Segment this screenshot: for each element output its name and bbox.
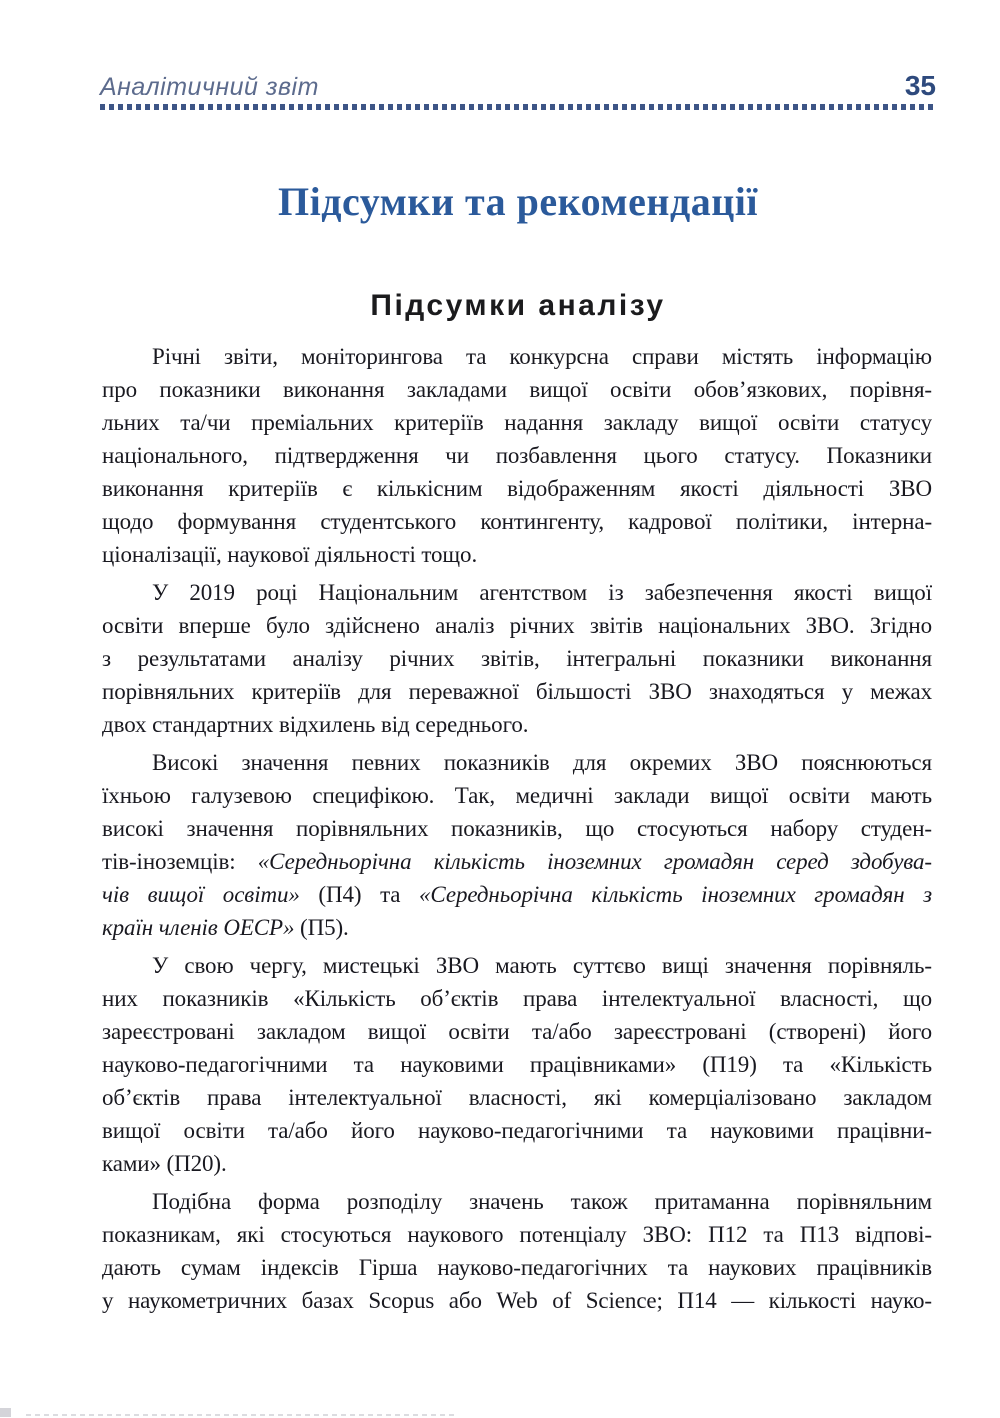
text-segment: показникам, які стосуються наукового потенціалу ЗВО: П12 та П13 відпові- [102,1222,932,1247]
text-segment: (П4) та [299,882,420,907]
text-line [102,1147,932,1180]
text-segment: У свою чергу, мистецькі ЗВО мають суттєво вищі значення порівняль- [152,953,932,978]
text-line [102,439,932,472]
text-line [102,779,932,812]
italic-text-segment: країн членів ОЕСР» [102,915,295,940]
text-segment: тів-іноземців: [102,849,258,874]
text-line [102,609,932,642]
text-line [102,982,932,1015]
body-text [102,340,932,1322]
text-segment: них показників «Кількість об’єктів права інтелектуальної власності, що [102,986,932,1011]
text-segment: національного, підтвердження чи позбавлення цього статусу. Показники [102,443,932,468]
text-segment: високі значення порівняльних показників, що стосуються набору студен- [102,816,932,841]
text-line [102,1048,932,1081]
text-line [102,911,932,944]
text-segment: Подібна форма розподілу значень також притаманна порівняльним [152,1189,932,1214]
italic-text-segment: «Середньорічна кількість іноземних громадян серед здобува- [257,849,932,874]
text-line [102,708,932,741]
text-segment: об’єктів права інтелектуальної власності, які комерціалізовано закладом [102,1085,932,1110]
text-segment: науково-педагогічними та науковими працівниками» (П19) та «Кількість [102,1052,932,1077]
text-line [102,472,932,505]
text-segment: ками» (П20). [102,1151,227,1176]
text-line [102,949,932,982]
text-segment: У 2019 році Національним агентством із забезпечення якості вищої [152,580,932,605]
chapter-title: Підсумки та рекомендації [278,179,758,224]
paragraph [102,340,932,571]
text-segment: дають сумам індексів Гірша науково-педагогічних та наукових працівників [102,1255,932,1280]
paragraph [102,1185,932,1317]
text-segment: освіти вперше було здійснено аналіз річних звітів національних ЗВО. Згідно [102,613,932,638]
text-line [102,845,932,878]
text-line [102,340,932,373]
text-line [102,746,932,779]
italic-text-segment: «Середньорічна кількість іноземних громадян з [419,882,932,907]
text-segment: виконання критеріїв є кількісним відображенням якості діяльності ЗВО [102,476,932,501]
text-line [102,1081,932,1114]
text-segment: льних та/чи преміальних критеріїв надання закладу вищої освіти статусу [102,410,932,435]
bottom-corner-artifact [0,1408,11,1417]
text-segment: Річні звіти, моніторингова та конкурсна справи містять інформацію [152,344,932,369]
text-segment: вищої освіти та/або його науково-педагогічними та науковими працівни- [102,1118,932,1143]
text-segment: (П5). [294,915,349,940]
text-line [102,1015,932,1048]
text-segment: щодо формування студентського контингенту, кадрової політики, інтерна- [102,509,932,534]
text-line [102,812,932,845]
text-segment: двох стандартних відхилень від середнього. [102,712,529,737]
text-segment: Високі значення певних показників для окремих ЗВО пояснюються [152,750,932,775]
text-line [102,1185,932,1218]
text-line [102,576,932,609]
paragraph [102,746,932,944]
text-line [102,1251,932,1284]
text-line [102,538,932,571]
text-line [102,406,932,439]
header-dotted-rule [100,104,936,110]
text-line [102,1114,932,1147]
page-header [100,70,936,102]
text-line [102,675,932,708]
paragraph [102,949,932,1180]
text-line [102,505,932,538]
text-segment: зареєстровані закладом вищої освіти та/або зареєстровані (створені) його [102,1019,932,1044]
text-line [102,1284,932,1317]
running-title: Аналітичний звіт [100,73,319,101]
section-heading: Підсумки аналізу [370,289,666,322]
text-line [102,878,932,911]
text-segment: їхньою галузевою специфікою. Так, медичні заклади вищої освіти мають [102,783,932,808]
italic-text-segment: чів вищої освіти» [102,882,300,907]
text-line [102,373,932,406]
page-number: 35 [904,70,936,101]
text-segment: з результатами аналізу річних звітів, інтегральні показники виконання [102,646,932,671]
text-line [102,1218,932,1251]
text-segment: у наукометричних базах Scopus або Web of Science; П14 — кількості науко- [102,1288,932,1313]
text-segment: про показники виконання закладами вищої освіти обов’язкових, порівня- [102,377,932,402]
paragraph [102,576,932,741]
bottom-edge-artifact [26,1414,454,1416]
text-segment: порівняльних критеріїв для переважної більшості ЗВО знаходяться у межах [102,679,932,704]
text-segment: ціоналізації, наукової діяльності тощо. [102,542,478,567]
text-line [102,642,932,675]
